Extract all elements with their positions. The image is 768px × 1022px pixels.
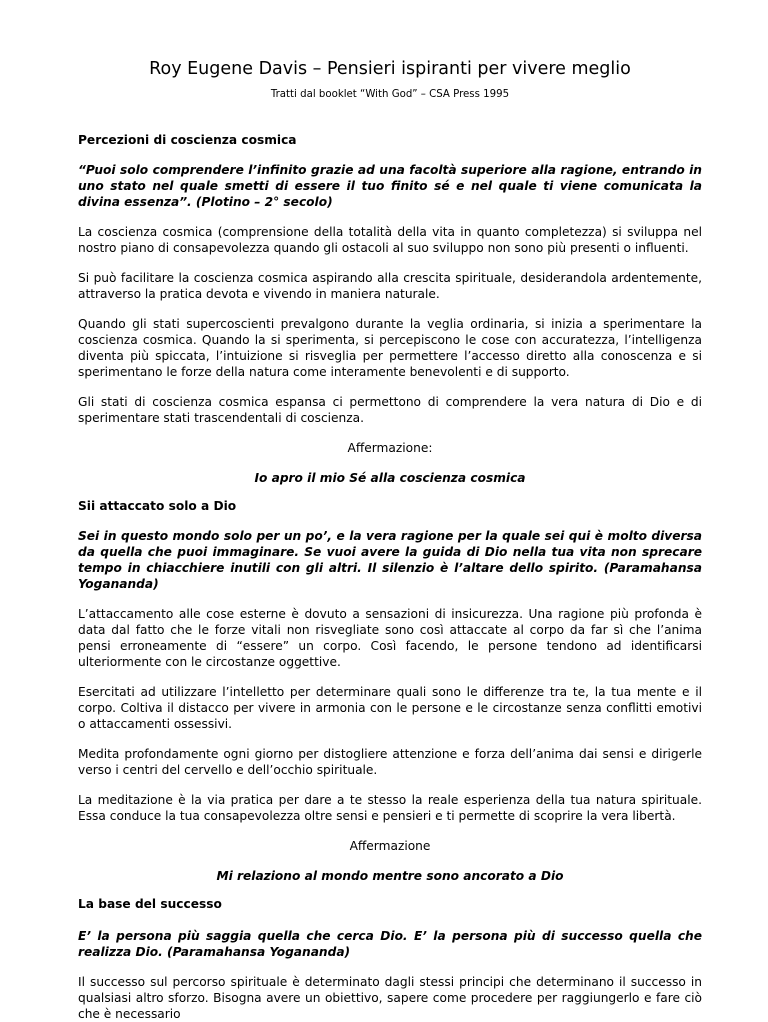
section-heading: La base del successo bbox=[78, 897, 222, 911]
paragraph: Esercitati ad utilizzare l’intelletto per determinare quali sono le differenze tra te, la tua mente e il corpo. Coltiva il distacco per vivere in armonia con le persone e le circostanze senza conflitti emotivi o attaccamenti ossessivi. bbox=[78, 685, 702, 731]
paragraph: La meditazione è la via pratica per dare a te stesso la reale esperienza della tua natura spirituale. Essa conduce la tua consapevolezza oltre sensi e pensieri e ti permette di scoprire la vera libertà. bbox=[78, 793, 702, 823]
paragraph: Si può facilitare la coscienza cosmica aspirando alla crescita spirituale, desiderandola ardentemente, attraverso la pratica devota e vivendo in maniera naturale. bbox=[78, 271, 702, 301]
affirmation-label: Affermazione: bbox=[347, 441, 433, 455]
section-quote: “Puoi solo comprendere l’infinito grazie ad una facoltà superiore alla ragione, entrando in uno stato nel quale smetti di essere il tuo finito sé e nel quale ti viene comunicata la divina essenza”. (Plotino – 2° secolo) bbox=[78, 163, 702, 209]
paragraph: Quando gli stati supercoscienti prevalgono durante la veglia ordinaria, si inizia a sperimentare la coscienza cosmica. Quando la si sperimenta, si percepiscono le cose con accuratezza, l’intelligenza diventa più spiccata, l’intuizione si risveglia per permettere l’accesso diretto alla conoscenza e si sperimentano le forze della natura come interamente benevolenti e di supporto. bbox=[78, 317, 702, 379]
document-page bbox=[78, 58, 702, 1022]
paragraph: L’attaccamento alle cose esterne è dovuto a sensazioni di insicurezza. Una ragione più profonda è data dal fatto che le forze vitali non risvegliate sono così attaccate al corpo da far sì che l’anima pensi erroneamente di “essere” un corpo. Così facendo, le persone tendono ad identificarsi ulteriormente con le circostanze oggettive. bbox=[78, 607, 702, 669]
section-heading: Percezioni di coscienza cosmica bbox=[78, 133, 297, 147]
document-title: Roy Eugene Davis – Pensieri ispiranti per vivere meglio bbox=[149, 59, 631, 79]
section-heading: Sii attaccato solo a Dio bbox=[78, 499, 237, 513]
section-quote: E’ la persona più saggia quella che cerca Dio. E’ la persona più di successo quella che realizza Dio. (Paramahansa Yogananda) bbox=[78, 929, 702, 959]
affirmation-text: Io apro il mio Sé alla coscienza cosmica bbox=[254, 471, 526, 485]
paragraph: Gli stati di coscienza cosmica espansa ci permettono di comprendere la vera natura di Dio e di sperimentare stati trascendentali di coscienza. bbox=[78, 395, 702, 425]
paragraph: Il successo sul percorso spirituale è determinato dagli stessi principi che determinano il successo in qualsiasi altro sforzo. Bisogna avere un obiettivo, sapere come procedere per raggiungerlo e fare ciò che è necessario bbox=[78, 975, 702, 1021]
paragraph: Medita profondamente ogni giorno per distogliere attenzione e forza dell’anima dai sensi e dirigerle verso i centri del cervello e dell’occhio spirituale. bbox=[78, 747, 702, 777]
affirmation-label: Affermazione bbox=[349, 839, 431, 853]
document-subtitle: Tratti dal booklet “With God” – CSA Press 1995 bbox=[270, 89, 510, 100]
affirmation-text: Mi relaziono al mondo mentre sono ancorato a Dio bbox=[216, 869, 564, 883]
paragraph: La coscienza cosmica (comprensione della totalità della vita in quanto completezza) si sviluppa nel nostro piano di consapevolezza quando gli ostacoli al suo sviluppo non sono più presenti o influenti. bbox=[78, 225, 702, 255]
section-quote: Sei in questo mondo solo per un po’, e la vera ragione per la quale sei qui è molto diversa da quella che puoi immaginare. Se vuoi avere la guida di Dio nella tua vita non sprecare tempo in chiacchiere inutili con gli altri. Il silenzio è l’altare dello spirito. (Paramahansa Yogananda) bbox=[78, 529, 702, 591]
